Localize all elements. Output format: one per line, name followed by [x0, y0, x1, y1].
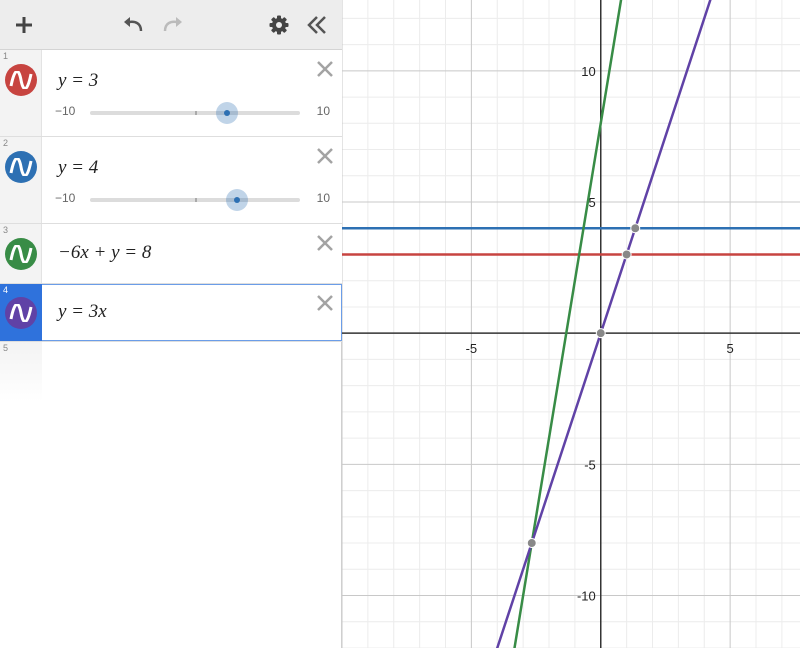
- x-tick-label: 5: [726, 341, 734, 357]
- gear-icon[interactable]: [266, 13, 292, 37]
- y-tick-label: -5: [584, 457, 596, 473]
- expression-input[interactable]: y = 3x: [58, 301, 107, 322]
- expression-list: [0, 50, 342, 342]
- expression-row-1[interactable]: [0, 50, 342, 137]
- x-tick-label: -5: [465, 341, 478, 357]
- new-expression-row[interactable]: [0, 342, 42, 402]
- value-slider[interactable]: [42, 102, 342, 122]
- double-chevron-left-icon[interactable]: [304, 13, 330, 37]
- close-icon[interactable]: [316, 147, 334, 165]
- intersection-point[interactable]: [527, 539, 536, 548]
- slider-handle[interactable]: [226, 189, 248, 211]
- y-tick-label: 5: [588, 195, 596, 211]
- expression-sidebar: [0, 0, 342, 648]
- slider-handle[interactable]: [216, 102, 238, 124]
- expression-input[interactable]: −6x + y = 8: [58, 242, 152, 263]
- y-tick-label: 10: [581, 63, 596, 79]
- expression-row-4[interactable]: [0, 284, 342, 342]
- close-icon[interactable]: [316, 60, 334, 78]
- expression-toolbar: [0, 0, 342, 50]
- expression-input[interactable]: y = 4: [58, 157, 99, 178]
- slider-min: −10: [55, 104, 76, 118]
- close-icon[interactable]: [316, 294, 334, 312]
- redo-icon[interactable]: [160, 13, 186, 37]
- expression-gutter: [0, 284, 42, 341]
- graph-paper[interactable]: [342, 0, 800, 648]
- graph-color-icon[interactable]: [5, 297, 37, 329]
- undo-icon[interactable]: [120, 13, 146, 37]
- slider-track[interactable]: [90, 111, 300, 115]
- expression-input[interactable]: y = 3: [58, 70, 99, 91]
- close-icon[interactable]: [316, 234, 334, 252]
- plus-icon[interactable]: [12, 13, 36, 37]
- intersection-point[interactable]: [622, 250, 631, 259]
- expression-index: 5: [3, 343, 9, 353]
- expression-gutter: [0, 50, 42, 136]
- graph-color-icon[interactable]: [5, 64, 37, 96]
- expression-index: 1: [3, 51, 9, 61]
- slider-max: 10: [316, 104, 330, 118]
- expression-gutter: [0, 137, 42, 223]
- slider-track[interactable]: [90, 198, 300, 202]
- expression-row-2[interactable]: [0, 137, 342, 224]
- slider-min: −10: [55, 191, 76, 205]
- y-tick-label: -10: [576, 588, 596, 604]
- graph-color-icon[interactable]: [5, 238, 37, 270]
- intersection-point[interactable]: [596, 329, 605, 338]
- expression-row-3[interactable]: [0, 224, 342, 284]
- expression-index: 3: [3, 225, 9, 235]
- intersection-point[interactable]: [631, 224, 640, 233]
- expression-index: 2: [3, 138, 9, 148]
- slider-zero-mark: [195, 111, 197, 115]
- expression-gutter: [0, 224, 42, 283]
- value-slider[interactable]: [42, 189, 342, 209]
- graph-color-icon[interactable]: [5, 151, 37, 183]
- slider-max: 10: [316, 191, 330, 205]
- expression-index: 4: [3, 285, 9, 295]
- slider-zero-mark: [195, 198, 197, 202]
